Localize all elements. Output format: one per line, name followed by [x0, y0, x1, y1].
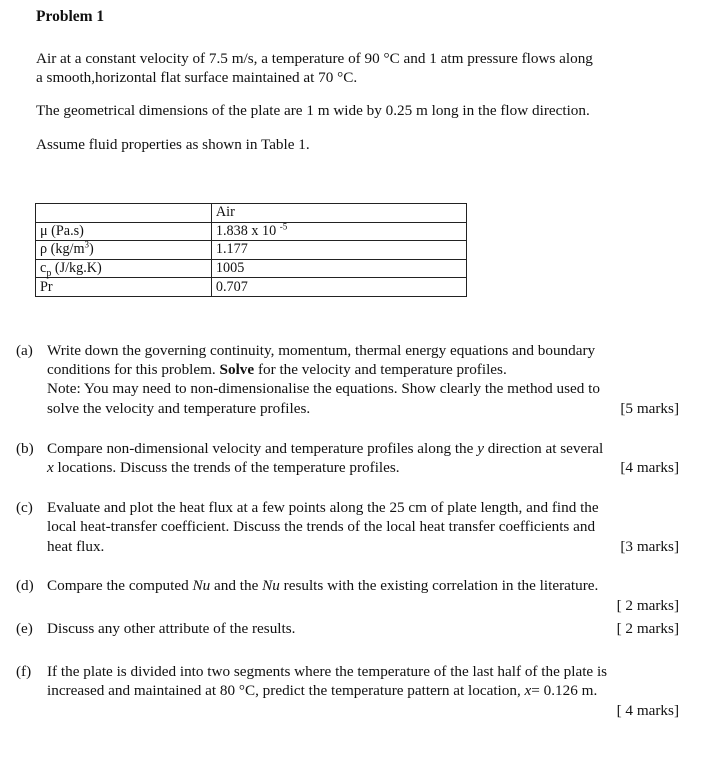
question-d-label: (d): [16, 577, 34, 594]
question-e-marks: [ 2 marks]: [616, 620, 679, 637]
property-cell: μ (Pa.s): [36, 222, 212, 241]
question-e-label: (e): [16, 620, 33, 637]
fluid-properties-table: [35, 203, 467, 297]
question-d-line-1: Compare the computed Nu and the Nu results with the existing correlation in the literature.: [47, 577, 599, 594]
assume-text: Assume fluid properties as shown in Table 1.: [36, 136, 310, 153]
value-exponent: -5: [279, 221, 288, 232]
question-a-line-3: Note: You may need to non-dimensionalise the equations. Show clearly the method used to: [47, 380, 600, 397]
question-c-label: (c): [16, 499, 33, 516]
problem-title: Problem 1: [36, 8, 105, 25]
question-a-marks: [5 marks]: [620, 400, 679, 417]
property-cell: $c_p$ (J/kg.K): [36, 259, 212, 278]
question-b-label: (b): [16, 440, 34, 457]
table-header-air: Air: [211, 204, 466, 223]
question-b-line-1: Compare non-dimensional velocity and temperature profiles along the y direction at several: [47, 440, 604, 457]
question-b-line-2: x locations. Discuss the trends of the temperature profiles.: [47, 459, 400, 476]
question-e-line-1: Discuss any other attribute of the results.: [47, 620, 296, 637]
question-d-marks: [ 2 marks]: [616, 597, 679, 614]
table-row: [36, 278, 467, 297]
question-f-line-2: increased and maintained at 80 °C, predict the temperature pattern at location, x= 0.126 m.: [47, 682, 598, 699]
question-f-label: (f): [16, 663, 32, 680]
value-cell: 1005: [211, 259, 466, 278]
question-f-marks: [ 4 marks]: [616, 702, 679, 719]
table-row: [36, 222, 467, 241]
intro-line-2: a smooth,horizontal flat surface maintained at 70 °C.: [36, 69, 358, 86]
value-cell: 1.177: [211, 241, 466, 260]
intro-line-1: Air at a constant velocity of 7.5 m/s, a temperature of 90 °C and 1 atm pressure flows along: [36, 50, 593, 67]
property-cell: ρ $(kg/m^3)$: [36, 241, 212, 260]
question-f-line-1: If the plate is divided into two segments where the temperature of the last half of the plate is: [47, 663, 608, 680]
question-c-line-3: heat flux.: [47, 538, 105, 555]
table-header-empty: [36, 204, 212, 223]
property-cell: Pr: [36, 278, 212, 297]
value-cell: 1.838 x 10 $^{-5}$: [211, 222, 466, 241]
question-a-line-1: Write down the governing continuity, momentum, thermal energy equations and boundary: [47, 342, 596, 359]
table-header-row: [36, 204, 467, 223]
value-cell: 0.707: [211, 278, 466, 297]
question-c-line-2: local heat-transfer coefficient. Discuss the trends of the local heat transfer coefficients and: [47, 518, 596, 535]
table-row: [36, 241, 467, 260]
geometry-text: The geometrical dimensions of the plate are 1 m wide by 0.25 m long in the flow direction.: [36, 102, 590, 119]
question-a-label: (a): [16, 342, 33, 359]
question-c-marks: [3 marks]: [620, 538, 679, 555]
question-b-marks: [4 marks]: [620, 459, 679, 476]
question-a-line-2: conditions for this problem. Solve for the velocity and temperature profiles.: [47, 361, 507, 378]
question-c-line-1: Evaluate and plot the heat flux at a few points along the 25 cm of plate length, and find the: [47, 499, 599, 516]
question-a-line-4: solve the velocity and temperature profiles.: [47, 400, 311, 417]
table-row: [36, 259, 467, 278]
